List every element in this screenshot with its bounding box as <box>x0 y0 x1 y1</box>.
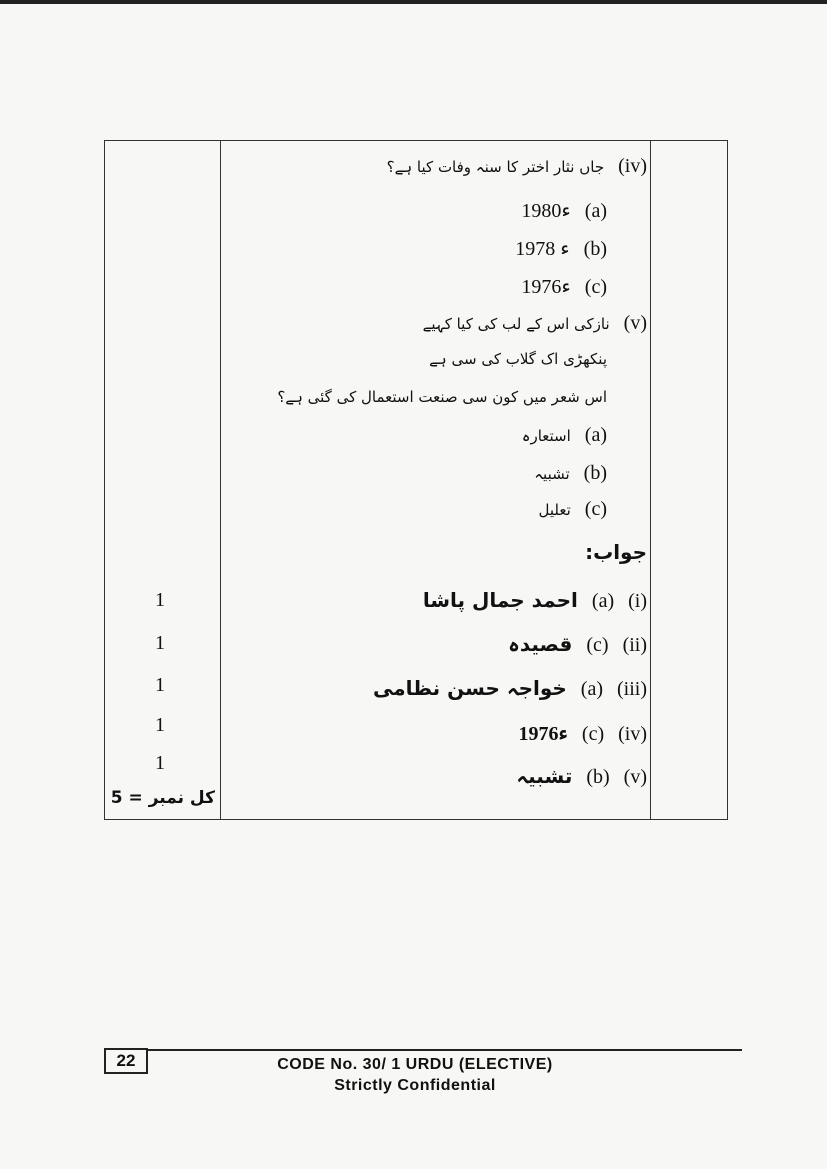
answer-option: (c) <box>581 723 605 745</box>
answer-number: (iii) <box>617 678 647 700</box>
page-number: 22 <box>104 1048 148 1074</box>
question-text: جاں نثار اختر کا سنہ وفات کیا ہے؟ <box>386 158 605 176</box>
option-label: (a) <box>584 424 607 446</box>
option-a <box>522 424 607 447</box>
answer-row <box>373 676 647 701</box>
page-top-border <box>0 0 827 4</box>
answer-text: خواجہ حسن نظامی <box>373 676 567 700</box>
answer-mark: 1 <box>155 674 165 696</box>
answer-row <box>519 721 648 746</box>
answer-number: (i) <box>628 590 647 612</box>
question-v <box>423 312 647 335</box>
answer-mark: 1 <box>155 632 165 654</box>
option-label: (c) <box>584 276 607 298</box>
question-number: (iv) <box>618 155 647 177</box>
verse-line-2: پنکھڑی اک گلاب کی سی ہے <box>429 350 607 368</box>
option-text: تعلیل <box>538 501 571 519</box>
option-text: 1978 ء <box>515 238 570 260</box>
answer-option: (a) <box>580 678 603 700</box>
option-b <box>515 236 607 261</box>
answer-text: قصیدہ <box>508 632 573 656</box>
option-label: (b) <box>583 462 607 484</box>
total-marks: کل نمبر = 5 <box>110 788 215 808</box>
option-text: تشبیہ <box>534 465 570 483</box>
question-iv <box>387 155 647 178</box>
verse-line-1: نازکی اس کے لب کی کیا کہیے <box>422 315 610 333</box>
exam-code: CODE No. 30/ 1 URDU (ELECTIVE) <box>277 1056 553 1073</box>
answer-text: 1976ء <box>518 723 568 745</box>
answer-text: تشبیہ <box>516 764 573 788</box>
answer-table <box>104 140 728 820</box>
answer-number: (iv) <box>618 723 647 745</box>
confidential-label: Strictly Confidential <box>334 1077 496 1094</box>
answer-number: (v) <box>623 766 647 788</box>
answer-row <box>508 632 647 657</box>
answer-row <box>423 588 647 613</box>
answer-row <box>516 764 647 789</box>
question-text: اس شعر میں کون سی صنعت استعمال کی گئی ہے؟ <box>277 388 607 406</box>
option-text: 1980ء <box>521 200 571 222</box>
option-b <box>534 462 607 485</box>
option-text: استعارہ <box>521 427 571 445</box>
question-number: (v) <box>623 312 647 334</box>
answer-mark: 1 <box>155 714 165 736</box>
option-label: (c) <box>584 498 607 520</box>
answer-option: (a) <box>591 590 615 612</box>
column-divider-marks <box>220 140 221 820</box>
answer-mark: 1 <box>155 752 165 774</box>
option-text: 1976ء <box>521 276 571 298</box>
option-c <box>539 498 607 521</box>
answer-option: (b) <box>586 766 610 788</box>
answer-number: (ii) <box>622 634 647 656</box>
answer-heading: جواب: <box>585 540 647 564</box>
option-a <box>521 198 607 223</box>
option-label: (a) <box>584 200 607 222</box>
option-label: (b) <box>583 238 607 260</box>
option-c <box>521 274 607 299</box>
footer-rule <box>148 1049 742 1051</box>
answer-mark: 1 <box>155 589 165 611</box>
answer-option: (c) <box>586 634 609 656</box>
column-divider-numbers <box>650 140 651 820</box>
answer-text: احمد جمال پاشا <box>422 588 578 612</box>
